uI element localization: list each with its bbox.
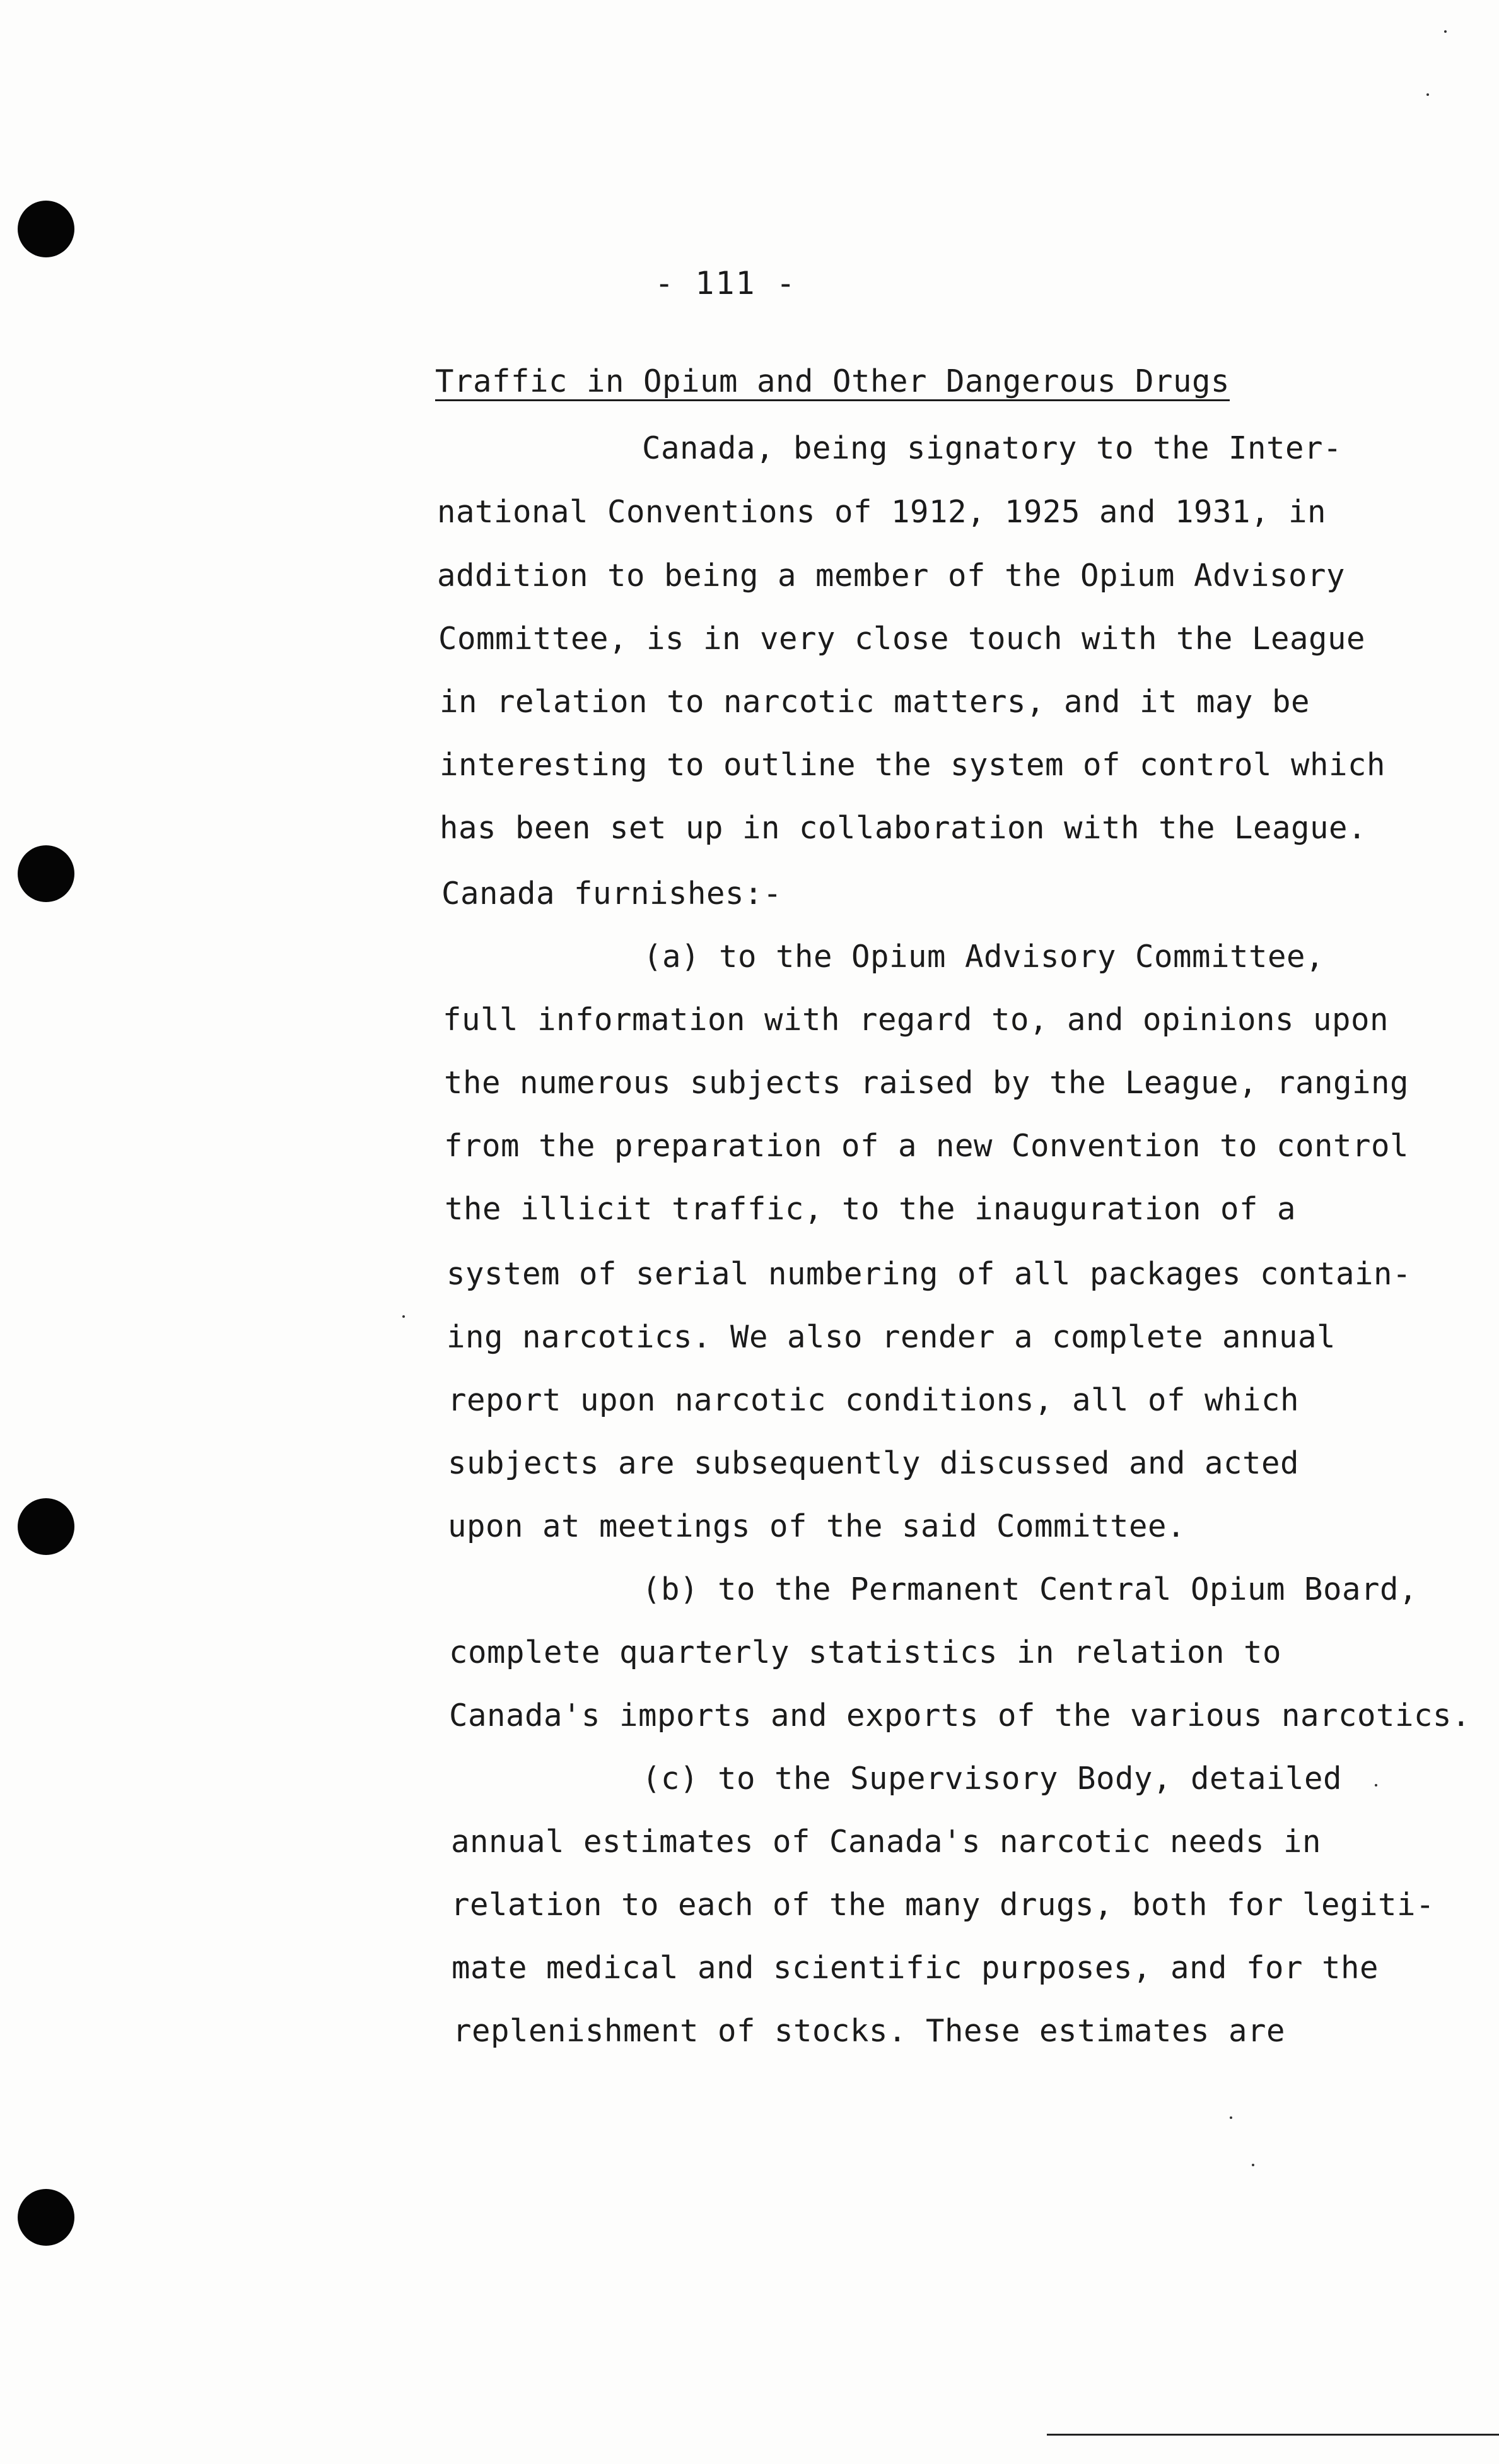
body-line: Canada's imports and exports of the various narcotics. [449, 1698, 1471, 1734]
body-line: the illicit traffic, to the inauguration of a [445, 1191, 1297, 1227]
body-line: relation to each of the many drugs, both for legiti- [451, 1887, 1435, 1923]
body-line: subjects are subsequently discussed and acted [448, 1445, 1300, 1481]
body-line: mate medical and scientific purposes, and for the [452, 1950, 1379, 1986]
paper-speck [1426, 93, 1429, 96]
body-line: annual estimates of Canada's narcotic needs in [451, 1824, 1322, 1860]
body-line: full information with regard to, and opinions upon [443, 1002, 1389, 1038]
punch-hole [18, 1498, 74, 1555]
page-number: - 111 - [655, 265, 796, 302]
paper-speck [1444, 30, 1447, 33]
punch-hole [18, 845, 74, 902]
body-line: replenishment of stocks. These estimates are [453, 2013, 1286, 2049]
body-line: (c) to the Supervisory Body, detailed [642, 1761, 1343, 1797]
body-line: in relation to narcotic matters, and it may be [440, 684, 1310, 720]
paper-speck [402, 1315, 405, 1318]
body-line: ing narcotics. We also render a complete annual [446, 1319, 1336, 1355]
body-line: interesting to outline the system of control which [440, 747, 1386, 783]
body-line: upon at meetings of the said Committee. [448, 1508, 1186, 1544]
paper-speck [1252, 2164, 1254, 2166]
punch-hole [18, 201, 74, 257]
body-line: (b) to the Permanent Central Opium Board, [642, 1571, 1418, 1607]
punch-hole [18, 2189, 74, 2246]
body-line: the numerous subjects raised by the League, ranging [444, 1065, 1409, 1101]
paper-speck [1230, 2116, 1232, 2119]
body-line: (a) to the Opium Advisory Committee, [643, 939, 1325, 975]
paper-speck [1375, 1784, 1377, 1786]
body-line: Committee, is in very close touch with the League [438, 621, 1366, 657]
body-line: Canada, being signatory to the Inter- [642, 430, 1343, 466]
section-heading: Traffic in Opium and Other Dangerous Drugs [435, 363, 1230, 399]
bottom-rule [1047, 2434, 1499, 2436]
body-line: system of serial numbering of all packages contain- [446, 1256, 1412, 1292]
body-line: Canada furnishes:- [441, 876, 783, 912]
body-line: report upon narcotic conditions, all of which [448, 1382, 1300, 1418]
body-line: from the preparation of a new Convention to control [444, 1128, 1409, 1164]
body-line: complete quarterly statistics in relation to [449, 1634, 1282, 1670]
body-line: has been set up in collaboration with the League. [440, 810, 1367, 846]
body-line: addition to being a member of the Opium Advisory [437, 558, 1346, 594]
body-line: national Conventions of 1912, 1925 and 1931, in [437, 494, 1327, 530]
